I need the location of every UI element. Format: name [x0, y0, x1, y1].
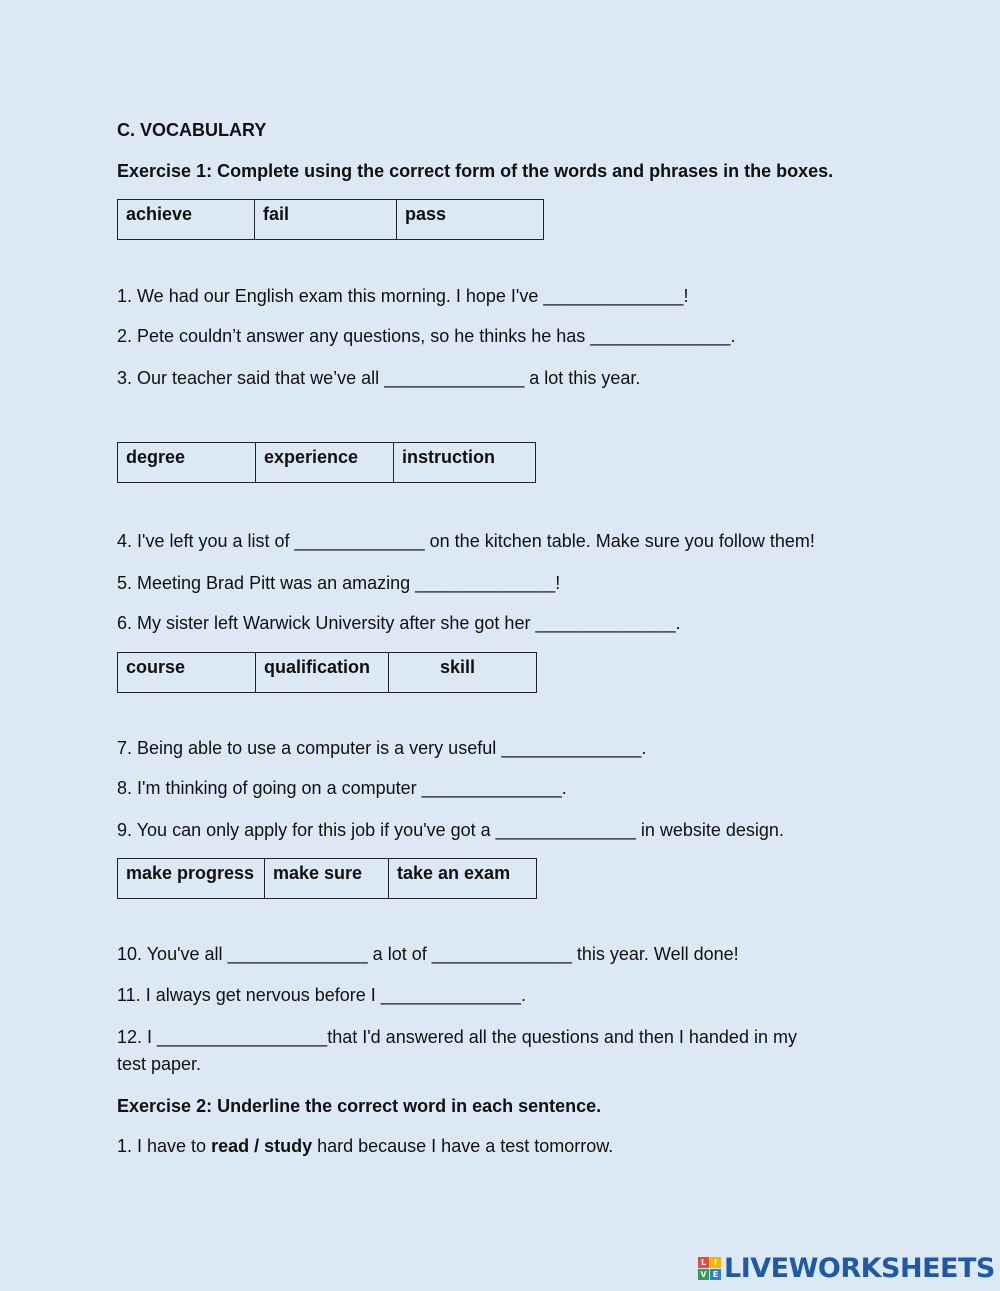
word-box-cell: qualification [256, 653, 389, 693]
word-box-cell: pass [397, 200, 544, 240]
liveworksheets-logo [698, 1253, 995, 1284]
question-12-line-2: test paper. [117, 1054, 202, 1074]
question-4: 4. I've left you a list of _____________ on the kitchen table. Make sure you follow them! [117, 531, 815, 551]
word-choice[interactable]: read / study [211, 1136, 313, 1156]
exercise2-heading: Exercise 2: Underline the correct word in each sentence. [117, 1096, 602, 1116]
word-box-4 [117, 858, 537, 899]
question-7: 7. Being able to use a computer is a very useful ______________. [117, 738, 647, 758]
logo-text: LIVEWORKSHEETS [724, 1253, 995, 1284]
question-prefix: 1. I have to [117, 1136, 212, 1156]
word-box-cell: achieve [118, 200, 255, 240]
question-2: 2. Pete couldn’t answer any questions, so he thinks he has ______________. [117, 326, 736, 346]
exercise1-heading: Exercise 1: Complete using the correct form of the words and phrases in the boxes. [117, 161, 834, 181]
section-title: C. VOCABULARY [117, 120, 267, 140]
exercise2-question-1 [117, 1133, 613, 1160]
question-6: 6. My sister left Warwick University after she got her ______________. [117, 613, 681, 633]
question-9: 9. You can only apply for this job if you've got a ______________ in website design. [117, 820, 784, 840]
question-5: 5. Meeting Brad Pitt was an amazing ______________! [117, 573, 561, 593]
word-box-cell: instruction [394, 443, 536, 483]
question-1: 1. We had our English exam this morning. I hope I've ______________! [117, 286, 689, 306]
question-suffix: hard because I have a test tomorrow. [312, 1136, 614, 1156]
question-3: 3. Our teacher said that we’ve all ______________ a lot this year. [117, 368, 641, 388]
word-box-cell: degree [118, 443, 256, 483]
word-box-cell: experience [256, 443, 394, 483]
word-box-cell: course [118, 653, 256, 693]
word-box-cell: skill [389, 653, 537, 693]
word-box-cell: fail [255, 200, 397, 240]
logo-letter: I [710, 1257, 721, 1268]
question-10: 10. You've all ______________ a lot of ______________ this year. Well done! [117, 944, 739, 964]
question-11: 11. I always get nervous before I ______________. [117, 985, 526, 1005]
logo-letter: V [698, 1269, 709, 1280]
word-box-2 [117, 442, 536, 483]
question-8: 8. I'm thinking of going on a computer ______________. [117, 778, 567, 798]
logo-letter: L [698, 1257, 709, 1268]
word-box-3 [117, 652, 537, 693]
word-box-1 [117, 199, 544, 240]
question-12-line-1: 12. I _________________that I'd answered all the questions and then I handed in my [117, 1027, 797, 1047]
word-box-cell: make sure [265, 859, 389, 899]
logo-letter: E [710, 1269, 721, 1280]
word-box-cell: make progress [118, 859, 265, 899]
logo-mark-icon [698, 1257, 721, 1280]
word-box-cell: take an exam [389, 859, 537, 899]
